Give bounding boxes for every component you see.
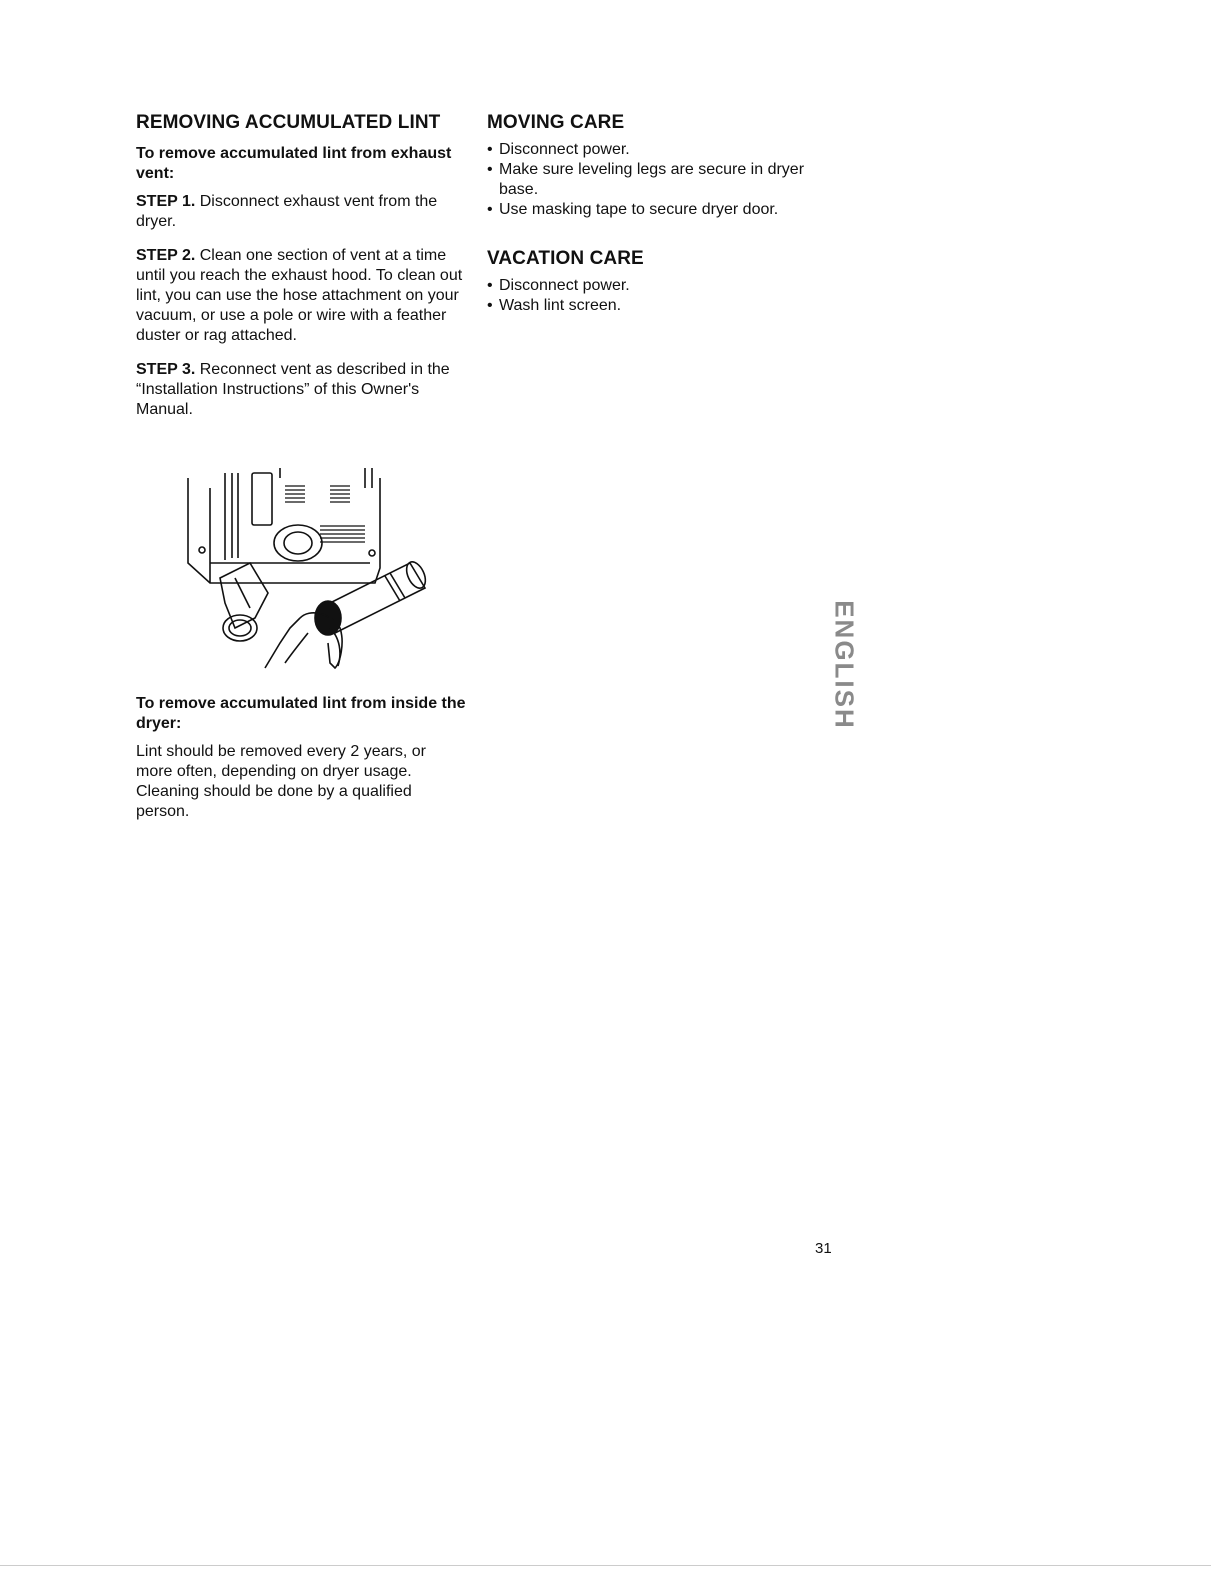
bottom-divider bbox=[0, 1565, 1211, 1566]
list-item: • Wash lint screen. bbox=[487, 296, 827, 316]
left-column bbox=[136, 112, 466, 434]
step-2-label: STEP 2. bbox=[136, 247, 196, 264]
step-1 bbox=[136, 192, 466, 232]
list-item: • Make sure leveling legs are secure in dryer base. bbox=[487, 160, 809, 200]
language-side-tab-label: ENGLISH bbox=[829, 600, 860, 730]
removing-lint-heading: REMOVING ACCUMULATED LINT bbox=[136, 112, 441, 133]
exhaust-vent-subhead: To remove accumulated lint from exhaust vent: bbox=[136, 145, 452, 182]
step-3 bbox=[136, 360, 466, 420]
moving-care-heading: MOVING CARE bbox=[487, 112, 625, 133]
list-item: • Use masking tape to secure dryer door. bbox=[487, 200, 827, 220]
step-3-label: STEP 3. bbox=[136, 361, 196, 378]
vacation-care-list bbox=[487, 276, 827, 316]
step-1-label: STEP 1. bbox=[136, 193, 196, 210]
inside-dryer-section bbox=[136, 694, 466, 836]
page-number: 31 bbox=[815, 1240, 832, 1257]
dryer-vent-illustration bbox=[180, 468, 440, 688]
moving-care-list bbox=[487, 140, 827, 220]
step-3-text: Reconnect vent as described in the “Installation Instructions” of this Owner's Manual. bbox=[136, 361, 450, 418]
inside-dryer-subhead: To remove accumulated lint from inside the dryer: bbox=[136, 695, 466, 732]
step-1-text: Disconnect exhaust vent from the dryer. bbox=[136, 193, 438, 230]
vacation-care-heading: VACATION CARE bbox=[487, 248, 644, 269]
dryer-exhaust-vent-cleaning-illustration-icon bbox=[180, 468, 440, 688]
inside-dryer-text: Lint should be removed every 2 years, or more often, depending on dryer usage. Cleaning should be done by a qualified person. bbox=[136, 743, 426, 820]
step-2 bbox=[136, 246, 466, 346]
language-side-tab bbox=[826, 580, 862, 750]
right-column bbox=[487, 112, 827, 316]
list-item: • Disconnect power. bbox=[487, 140, 827, 160]
list-item: • Disconnect power. bbox=[487, 276, 827, 296]
step-2-text: Clean one section of vent at a time until you reach the exhaust hood. To clean out lint, you can use the hose attachment on your vacuum, or use a pole or wire with a feather duster or rag attached. bbox=[136, 247, 463, 344]
